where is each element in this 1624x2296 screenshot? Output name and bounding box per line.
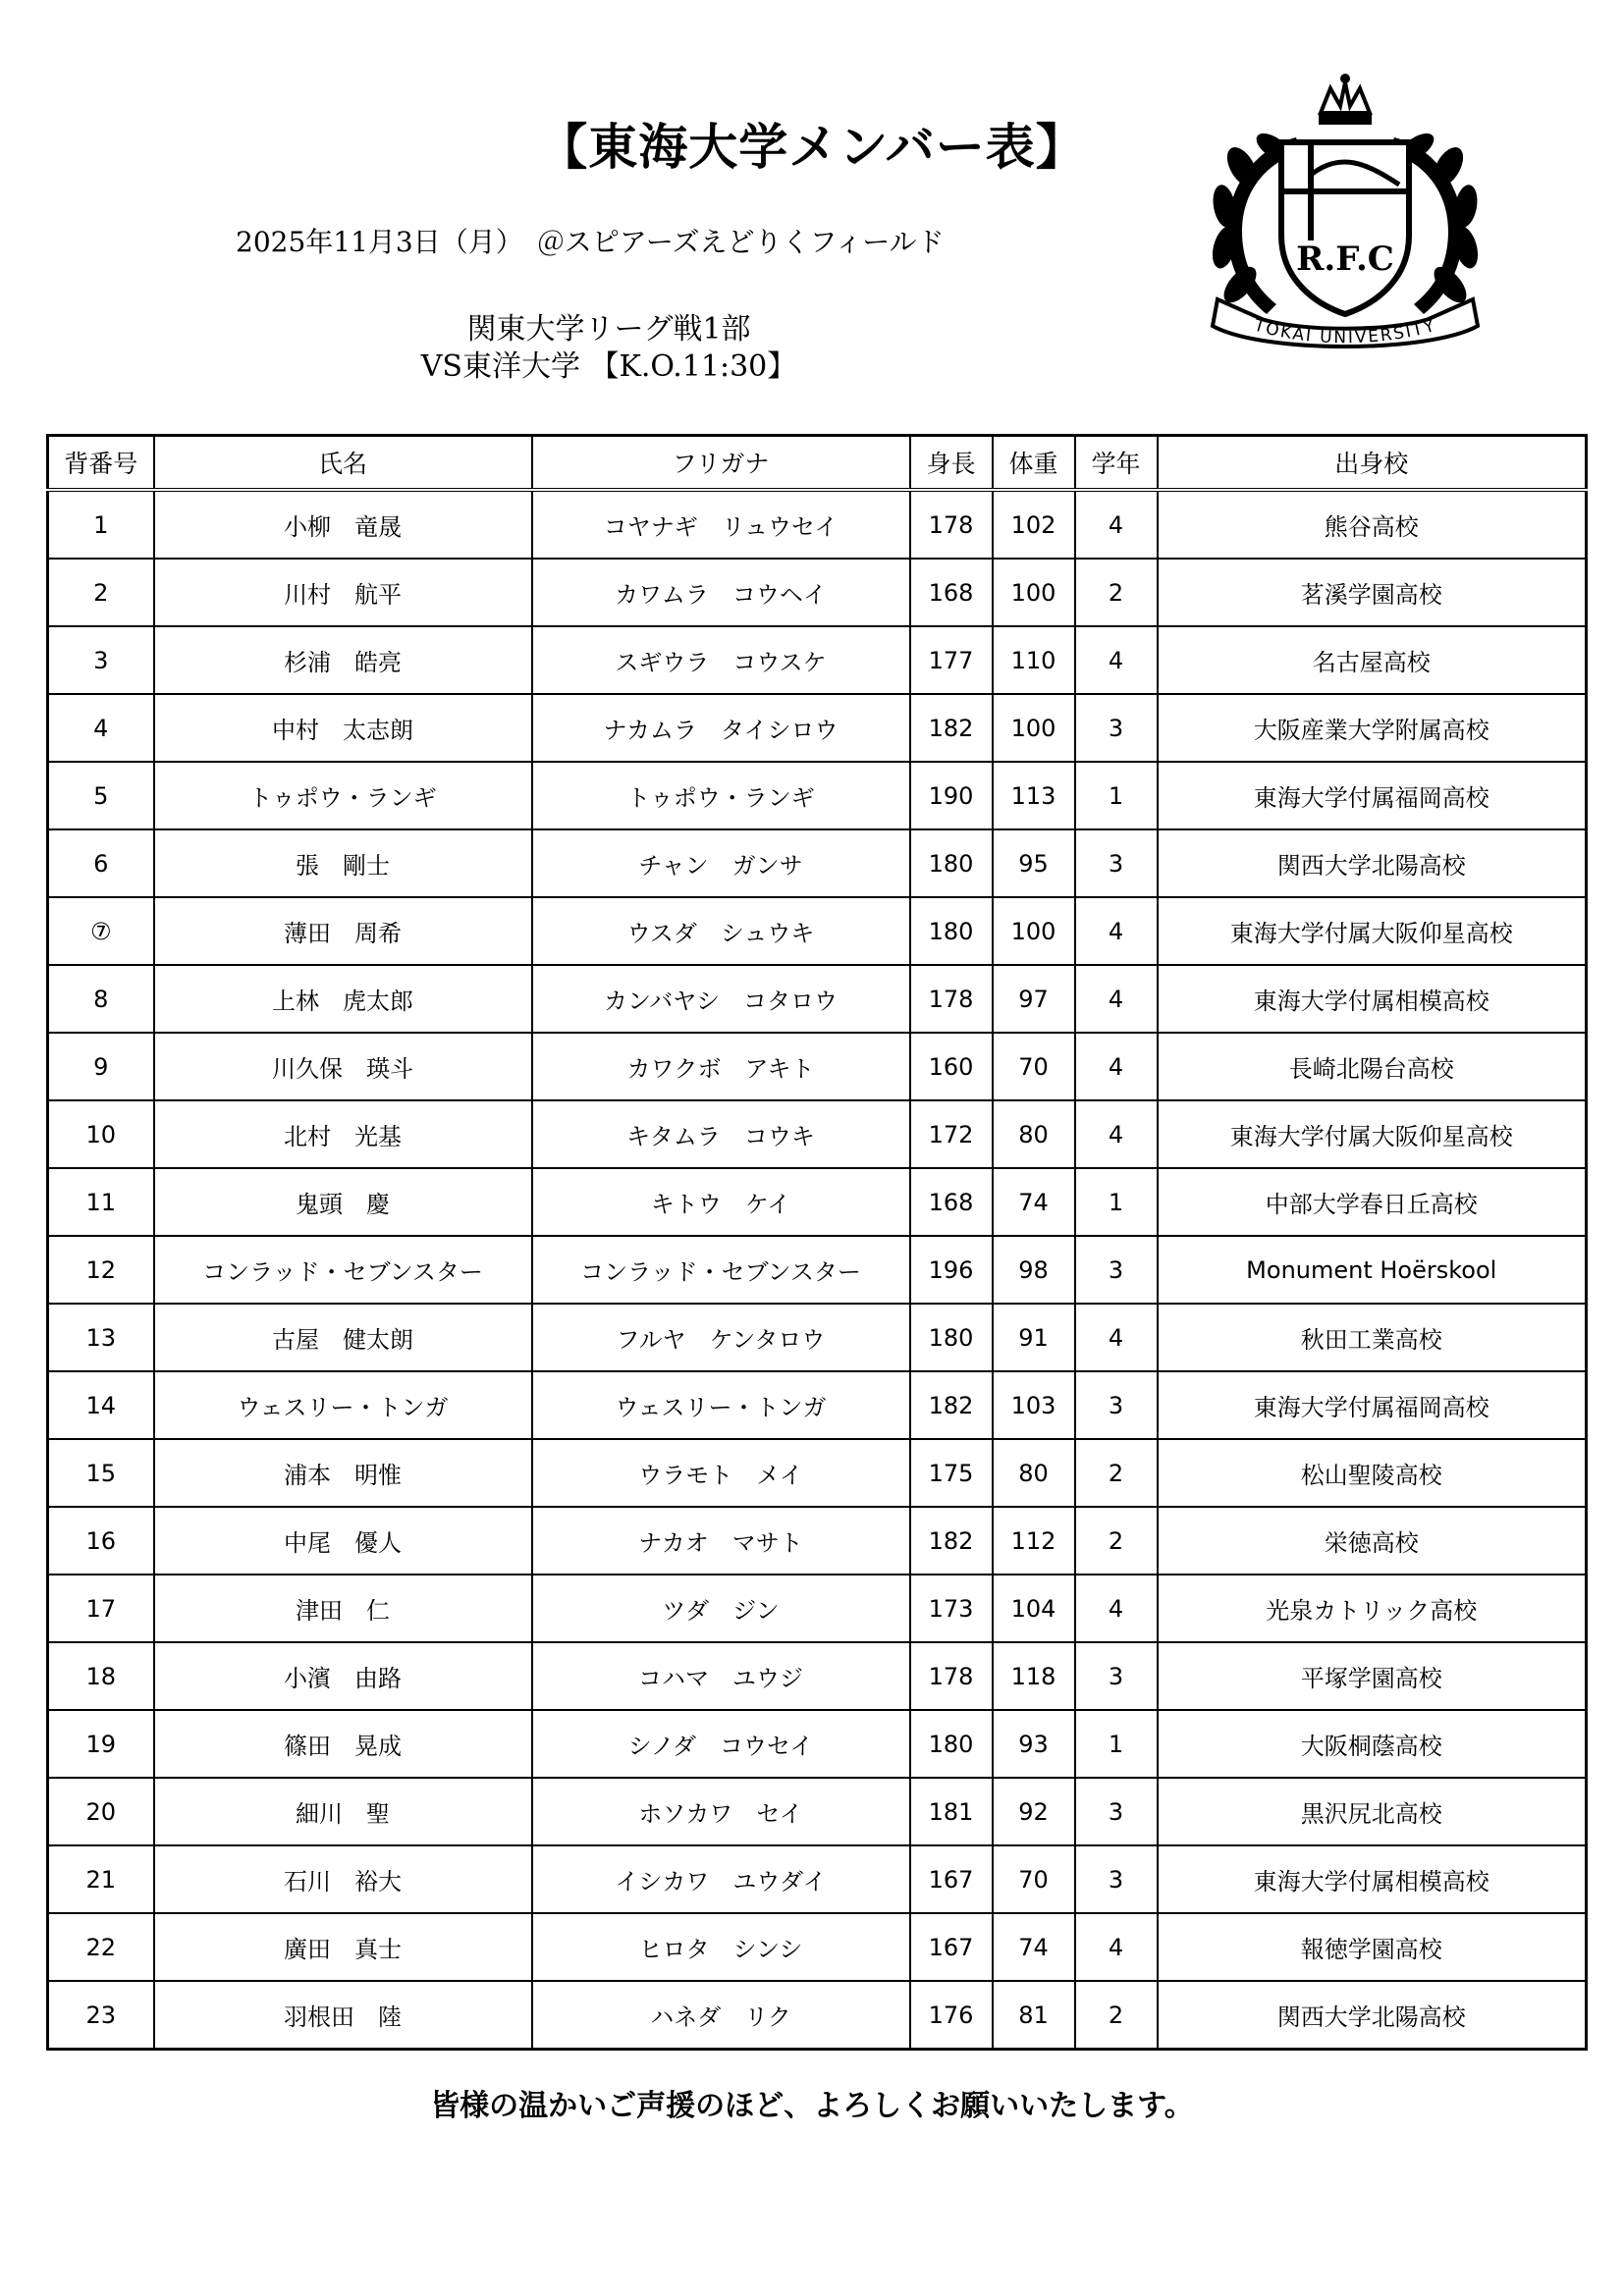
cell-school: 長崎北陽台高校 [1158,1033,1587,1100]
cell-height: 167 [910,1913,993,1981]
cell-height: 180 [910,829,993,897]
cell-name: ウェスリー・トンガ [154,1371,532,1439]
cell-number: 11 [48,1168,154,1236]
cell-number: 1 [48,490,154,559]
table-row [48,1778,1587,1845]
table-row [48,1371,1587,1439]
cell-height: 178 [910,1642,993,1710]
cell-height: 176 [910,1981,993,2050]
cell-school: 東海大学付属相模高校 [1158,965,1587,1033]
cell-weight: 110 [993,626,1075,694]
cell-number: 3 [48,626,154,694]
cell-height: 172 [910,1100,993,1168]
table-row [48,965,1587,1033]
cell-number: 23 [48,1981,154,2050]
cell-grade: 4 [1075,897,1158,965]
header-name: 氏名 [154,436,532,491]
cell-grade: 4 [1075,1913,1158,1981]
crest-text: R.F.C [1296,240,1394,279]
cell-kana: カワムラ コウヘイ [532,559,910,626]
table-header-row [48,436,1587,491]
table-row [48,1033,1587,1100]
cell-grade: 3 [1075,829,1158,897]
table-row [48,897,1587,965]
cell-name: 張 剛士 [154,829,532,897]
cell-grade: 3 [1075,1642,1158,1710]
cell-height: 160 [910,1033,993,1100]
cell-grade: 4 [1075,626,1158,694]
cell-school: 黒沢尻北高校 [1158,1778,1587,1845]
cell-weight: 102 [993,490,1075,559]
cell-school: 熊谷高校 [1158,490,1587,559]
cell-weight: 112 [993,1507,1075,1575]
cell-kana: ウェスリー・トンガ [532,1371,910,1439]
cell-number: 22 [48,1913,154,1981]
cell-height: 178 [910,965,993,1033]
cell-number: 5 [48,762,154,829]
cell-weight: 100 [993,559,1075,626]
cell-school: 秋田工業高校 [1158,1304,1587,1371]
cell-name: 小柳 竜晟 [154,490,532,559]
cell-school: 東海大学付属大阪仰星高校 [1158,897,1587,965]
cell-weight: 91 [993,1304,1075,1371]
cell-name: 小濱 由路 [154,1642,532,1710]
table-row [48,626,1587,694]
cell-height: 168 [910,559,993,626]
table-body [48,490,1587,2050]
cell-kana: チャン ガンサ [532,829,910,897]
header-kana: フリガナ [532,436,910,491]
table-row [48,1575,1587,1642]
cell-kana: フルヤ ケンタロウ [532,1304,910,1371]
cell-number: 13 [48,1304,154,1371]
member-table [46,434,1588,2051]
cell-name: 羽根田 陸 [154,1981,532,2050]
header-height: 身長 [910,436,993,491]
cell-weight: 81 [993,1981,1075,2050]
cell-name: 中村 太志朗 [154,694,532,762]
table-row [48,490,1587,559]
cell-height: 180 [910,1304,993,1371]
cell-grade: 2 [1075,559,1158,626]
cell-school: 茗溪学園高校 [1158,559,1587,626]
cell-grade: 4 [1075,1033,1158,1100]
cell-kana: コハマ ユウジ [532,1642,910,1710]
table-row [48,559,1587,626]
cell-weight: 100 [993,694,1075,762]
crown-wreath-crest-icon [1203,69,1488,363]
cell-weight: 74 [993,1168,1075,1236]
cell-grade: 2 [1075,1507,1158,1575]
cell-name: トゥポウ・ランギ [154,762,532,829]
table-row [48,1100,1587,1168]
crown-icon [1319,74,1372,125]
cell-school: 関西大学北陽高校 [1158,829,1587,897]
date-venue: 2025年11月3日（月） ＠スピアーズえどりくフィールド [236,226,945,258]
cell-grade: 1 [1075,762,1158,829]
cell-name: 川久保 瑛斗 [154,1033,532,1100]
header-number: 背番号 [48,436,154,491]
cell-school: 東海大学付属福岡高校 [1158,1371,1587,1439]
cell-number: 2 [48,559,154,626]
table-row [48,1710,1587,1778]
cell-height: 182 [910,694,993,762]
table-row [48,1304,1587,1371]
cell-school: 平塚学園高校 [1158,1642,1587,1710]
cell-height: 178 [910,490,993,559]
cell-name: 石川 裕大 [154,1845,532,1913]
table-row [48,1236,1587,1304]
cell-number: 14 [48,1371,154,1439]
table-row [48,1507,1587,1575]
cell-name: コンラッド・セブンスター [154,1236,532,1304]
cell-name: 浦本 明惟 [154,1439,532,1507]
cell-kana: コンラッド・セブンスター [532,1236,910,1304]
cell-grade: 3 [1075,1778,1158,1845]
cell-school: 名古屋高校 [1158,626,1587,694]
cell-kana: ナカオ マサト [532,1507,910,1575]
cell-kana: キトウ ケイ [532,1168,910,1236]
cell-number: ⑦ [48,897,154,965]
cell-name: 中尾 優人 [154,1507,532,1575]
cell-number: 15 [48,1439,154,1507]
cell-weight: 80 [993,1100,1075,1168]
cell-kana: キタムラ コウキ [532,1100,910,1168]
table-row [48,1168,1587,1236]
cell-name: 廣田 真士 [154,1913,532,1981]
cell-height: 182 [910,1371,993,1439]
table-row [48,1439,1587,1507]
cell-height: 190 [910,762,993,829]
cell-school: 栄徳高校 [1158,1507,1587,1575]
cell-height: 181 [910,1778,993,1845]
cell-school: 関西大学北陽高校 [1158,1981,1587,2050]
cell-kana: トゥポウ・ランギ [532,762,910,829]
cell-grade: 4 [1075,490,1158,559]
cell-kana: ウスダ シュウキ [532,897,910,965]
cell-name: 鬼頭 慶 [154,1168,532,1236]
cell-name: 川村 航平 [154,559,532,626]
cell-number: 6 [48,829,154,897]
cell-kana: ウラモト メイ [532,1439,910,1507]
crest-ring-text: TOKAI UNIVERSITY [1251,315,1439,348]
match-info: VS東洋大学 【K.O.11:30】 [420,349,797,384]
cell-name: 津田 仁 [154,1575,532,1642]
cell-kana: カワクボ アキト [532,1033,910,1100]
table-row [48,762,1587,829]
cell-name: 古屋 健太朗 [154,1304,532,1371]
cell-grade: 1 [1075,1168,1158,1236]
cell-kana: ホソカワ セイ [532,1778,910,1845]
cell-number: 20 [48,1778,154,1845]
table-row [48,1642,1587,1710]
cell-school: 報徳学園高校 [1158,1913,1587,1981]
cell-height: 177 [910,626,993,694]
cell-grade: 2 [1075,1981,1158,2050]
cell-height: 180 [910,1710,993,1778]
footer-message: 皆様の温かいご声援のほど、よろしくお願いいたします。 [430,2089,1194,2123]
cell-school: 松山聖陵高校 [1158,1439,1587,1507]
cell-number: 18 [48,1642,154,1710]
cell-grade: 4 [1075,965,1158,1033]
cell-school: Monument Hoërskool [1158,1236,1587,1304]
cell-height: 180 [910,897,993,965]
cell-kana: コヤナギ リュウセイ [532,490,910,559]
cell-number: 8 [48,965,154,1033]
cell-name: 細川 聖 [154,1778,532,1845]
table-row [48,694,1587,762]
cell-school: 東海大学付属福岡高校 [1158,762,1587,829]
cell-school: 大阪桐蔭高校 [1158,1710,1587,1778]
cell-school: 光泉カトリック高校 [1158,1575,1587,1642]
cell-weight: 70 [993,1033,1075,1100]
table-row [48,1913,1587,1981]
cell-grade: 2 [1075,1439,1158,1507]
header-weight: 体重 [993,436,1075,491]
cell-height: 173 [910,1575,993,1642]
cell-name: 上林 虎太郎 [154,965,532,1033]
cell-grade: 3 [1075,694,1158,762]
cell-number: 9 [48,1033,154,1100]
cell-grade: 4 [1075,1304,1158,1371]
cell-grade: 4 [1075,1575,1158,1642]
cell-name: 杉浦 皓亮 [154,626,532,694]
cell-weight: 95 [993,829,1075,897]
cell-height: 175 [910,1439,993,1507]
cell-grade: 1 [1075,1710,1158,1778]
cell-number: 17 [48,1575,154,1642]
cell-weight: 97 [993,965,1075,1033]
cell-weight: 70 [993,1845,1075,1913]
cell-name: 篠田 晃成 [154,1710,532,1778]
cell-weight: 118 [993,1642,1075,1710]
cell-school: 中部大学春日丘高校 [1158,1168,1587,1236]
header-grade: 学年 [1075,436,1158,491]
cell-weight: 113 [993,762,1075,829]
cell-weight: 100 [993,897,1075,965]
cell-kana: ナカムラ タイシロウ [532,694,910,762]
league-name: 関東大学リーグ戦1部 [466,312,751,347]
cell-kana: ハネダ リク [532,1981,910,2050]
cell-weight: 80 [993,1439,1075,1507]
cell-school: 大阪産業大学附属高校 [1158,694,1587,762]
cell-height: 168 [910,1168,993,1236]
cell-grade: 3 [1075,1236,1158,1304]
cell-weight: 74 [993,1913,1075,1981]
cell-name: 薄田 周希 [154,897,532,965]
page-title: 【東海大学メンバー表】 [538,119,1086,176]
cell-number: 10 [48,1100,154,1168]
cell-weight: 93 [993,1710,1075,1778]
cell-weight: 103 [993,1371,1075,1439]
cell-kana: スギウラ コウスケ [532,626,910,694]
cell-number: 12 [48,1236,154,1304]
table-row [48,829,1587,897]
cell-weight: 98 [993,1236,1075,1304]
cell-weight: 104 [993,1575,1075,1642]
cell-school: 東海大学付属大阪仰星高校 [1158,1100,1587,1168]
cell-number: 19 [48,1710,154,1778]
table-row [48,1981,1587,2050]
cell-number: 16 [48,1507,154,1575]
cell-grade: 3 [1075,1371,1158,1439]
cell-weight: 92 [993,1778,1075,1845]
cell-kana: ツダ ジン [532,1575,910,1642]
cell-kana: イシカワ ユウダイ [532,1845,910,1913]
cell-kana: カンバヤシ コタロウ [532,965,910,1033]
cell-grade: 3 [1075,1845,1158,1913]
cell-number: 21 [48,1845,154,1913]
cell-grade: 4 [1075,1100,1158,1168]
table-row [48,1845,1587,1913]
cell-kana: ヒロタ シンシ [532,1913,910,1981]
cell-number: 4 [48,694,154,762]
cell-height: 167 [910,1845,993,1913]
cell-height: 196 [910,1236,993,1304]
cell-kana: シノダ コウセイ [532,1710,910,1778]
header-school: 出身校 [1158,436,1587,491]
cell-height: 182 [910,1507,993,1575]
cell-school: 東海大学付属相模高校 [1158,1845,1587,1913]
cell-name: 北村 光基 [154,1100,532,1168]
